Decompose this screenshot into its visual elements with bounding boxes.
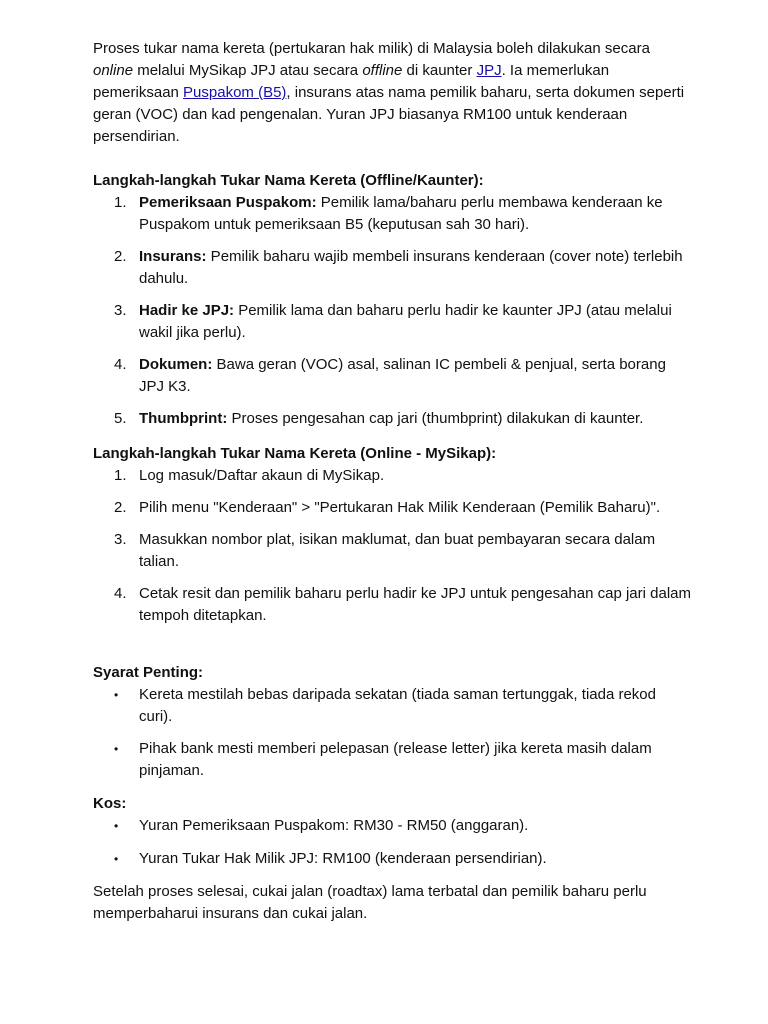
list-item: 1. Pemeriksaan Puspakom: Pemilik lama/baharu perlu membawa kenderaan ke Puspakom untuk pemeriksaan B5 (keputusan sah 30 hari). <box>114 194 663 233</box>
kos-list <box>93 815 693 870</box>
intro-offline-emphasis: offline <box>362 62 403 79</box>
bullet-icon: • <box>114 852 119 866</box>
intro-paragraph: Proses tukar nama kereta (pertukaran hak milik) di Malaysia boleh dilakukan secara online melalui MySikap JPJ atau secara offline di kaunter JPJ. Ia memerlukan pemeriksaan Puspakom (B5), insurans atas nama pemilik baharu, serta dokumen seperti geran (VOC) dan kad pengenalan. Yuran JPJ biasanya RM100 untuk kenderaan persendirian. <box>93 40 685 145</box>
list-item: • Yuran Pemeriksaan Puspakom: RM30 - RM50 (anggaran). <box>93 815 693 837</box>
list-item: • Kereta mestilah bebas daripada sekatan (tiada saman tertunggak, tiada rekod curi). <box>114 686 656 725</box>
list-item: 3. Hadir ke JPJ: Pemilik lama dan baharu perlu hadir ke kaunter JPJ (atau melalui wakil jika perlu). <box>114 302 672 341</box>
offline-steps-list <box>93 192 693 430</box>
closing-paragraph: Setelah proses selesai, cukai jalan (roadtax) lama terbatal dan pemilik baharu perlu memperbaharui insurans dan cukai jalan. <box>93 883 647 922</box>
list-item: • Yuran Tukar Hak Milik JPJ: RM100 (kenderaan persendirian). <box>93 848 693 870</box>
online-steps-list <box>93 465 693 627</box>
puspakom-link[interactable]: Puspakom (B5) <box>183 84 287 101</box>
bullet-icon: • <box>114 688 119 702</box>
list-item: 3. Masukkan nombor plat, isikan maklumat, dan buat pembayaran secara dalam talian. <box>114 531 656 570</box>
offline-heading: Langkah-langkah Tukar Nama Kereta (Offline/Kaunter): <box>93 172 484 189</box>
bullet-icon: • <box>114 819 119 833</box>
list-item: 5. Thumbprint: Proses pengesahan cap jari (thumbprint) dilakukan di kaunter. <box>114 410 644 427</box>
list-item: • Pihak bank mesti memberi pelepasan (release letter) jika kereta masih dalam pinjaman. <box>114 740 652 779</box>
list-item: 1. Log masuk/Daftar akaun di MySikap. <box>114 467 385 484</box>
syarat-list <box>93 684 693 782</box>
list-item: 2. Pilih menu "Kenderaan" > "Pertukaran Hak Milik Kenderaan (Pemilik Baharu)". <box>114 499 661 516</box>
kos-heading: Kos: <box>93 795 127 812</box>
jpj-link[interactable]: JPJ <box>476 62 502 79</box>
list-item: 2. Insurans: Pemilik baharu wajib membeli insurans kenderaan (cover note) terlebih dahulu. <box>114 248 683 287</box>
bullet-icon: • <box>114 742 119 756</box>
intro-online-emphasis: online <box>93 62 134 79</box>
syarat-heading: Syarat Penting: <box>93 664 204 681</box>
list-item: 4. Dokumen: Bawa geran (VOC) asal, salinan IC pembeli & penjual, serta borang JPJ K3. <box>114 356 666 395</box>
list-item: 4. Cetak resit dan pemilik baharu perlu hadir ke JPJ untuk pengesahan cap jari dalam tempoh ditetapkan. <box>114 585 691 624</box>
online-heading: Langkah-langkah Tukar Nama Kereta (Online - MySikap): <box>93 445 497 462</box>
